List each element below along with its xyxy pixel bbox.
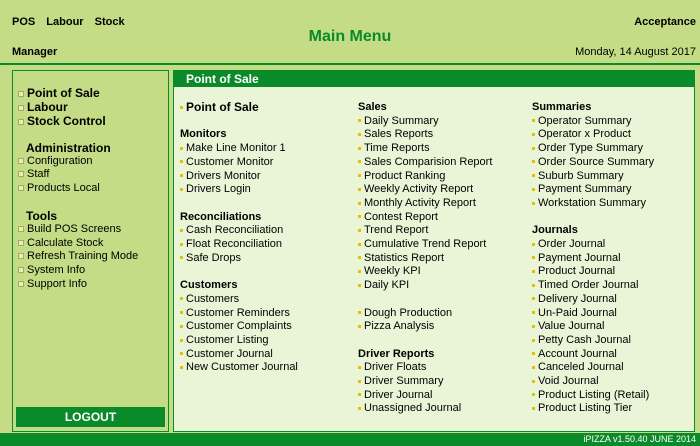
bullet-icon — [532, 243, 535, 246]
menu-item[interactable]: Timed Order Journal — [532, 279, 654, 293]
section-heading-summaries: Summaries — [532, 101, 592, 113]
bullet-icon — [532, 270, 535, 273]
bullet-icon — [180, 188, 183, 191]
bullet-icon — [358, 366, 361, 369]
menu-item[interactable]: Daily Summary — [358, 115, 492, 129]
menu-item[interactable]: Workstation Summary — [532, 197, 654, 211]
bullet-icon — [532, 174, 535, 177]
section-heading-driver-reports: Driver Reports — [358, 347, 435, 360]
current-date: Monday, 14 August 2017 — [575, 46, 696, 58]
menu-item[interactable]: Un-Paid Journal — [532, 307, 654, 321]
top-nav — [12, 16, 133, 28]
page-title: Main Menu — [308, 28, 392, 45]
sidebar — [12, 70, 169, 432]
menu-item[interactable]: New Customer Journal — [180, 361, 298, 375]
menu-item[interactable]: Product Journal — [532, 265, 654, 279]
footer-bar — [0, 433, 700, 446]
bullet-icon — [18, 185, 24, 191]
bullet-icon — [532, 339, 535, 342]
bullet-icon — [532, 119, 535, 122]
sidebar-item-stock-control[interactable]: Stock Control — [18, 114, 106, 128]
bullet-icon — [532, 407, 535, 410]
bullet-icon — [180, 339, 183, 342]
sidebar-item-system-info[interactable]: System Info — [18, 264, 85, 276]
menu-item[interactable]: Order Source Summary — [532, 156, 654, 170]
nav-stock[interactable]: Stock — [94, 16, 125, 28]
panel-heading: Point of Sale — [174, 71, 694, 87]
menu-item[interactable]: Account Journal — [532, 348, 654, 362]
menu-item[interactable]: Contest Report — [358, 211, 492, 225]
bullet-icon — [358, 325, 361, 328]
menu-item[interactable]: Value Journal — [532, 320, 654, 334]
bullet-icon — [532, 256, 535, 259]
bullet-icon — [180, 352, 183, 355]
menu-item[interactable]: Pizza Analysis — [358, 320, 492, 334]
menu-item[interactable]: Trend Report — [358, 224, 492, 238]
menu-item[interactable]: Driver Journal — [358, 389, 492, 403]
bullet-icon — [180, 174, 183, 177]
bullet-icon — [180, 229, 183, 232]
bullet-icon — [532, 393, 535, 396]
menu-item[interactable]: Payment Journal — [532, 252, 654, 266]
menu-item[interactable]: Delivery Journal — [532, 293, 654, 307]
bullet-icon — [180, 147, 183, 150]
bullet-icon — [358, 311, 361, 314]
menu-item[interactable]: Float Reconciliation — [180, 238, 298, 252]
logout-button[interactable]: LOGOUT — [16, 407, 165, 427]
bullet-icon — [18, 226, 24, 232]
bullet-icon — [358, 243, 361, 246]
sidebar-item-point-of-sale[interactable]: Point of Sale — [18, 86, 100, 100]
bullet-icon — [18, 253, 24, 259]
top-bar — [0, 0, 700, 64]
menu-item[interactable]: Sales Comparision Report — [358, 156, 492, 170]
nav-acceptance[interactable]: Acceptance — [634, 16, 696, 28]
sidebar-item-products-local[interactable]: Products Local — [18, 182, 100, 194]
menu-column-3 — [532, 101, 654, 416]
menu-item[interactable]: Void Journal — [532, 375, 654, 389]
sidebar-item-labour[interactable]: Labour — [18, 100, 68, 114]
menu-item[interactable]: Product Listing Tier — [532, 402, 654, 416]
menu-item[interactable]: Order Journal — [532, 238, 654, 252]
sidebar-item-calculate-stock[interactable]: Calculate Stock — [18, 237, 103, 249]
bullet-icon — [18, 91, 24, 97]
menu-column-2 — [358, 101, 492, 416]
bullet-icon — [532, 188, 535, 191]
menu-item[interactable]: Unassigned Journal — [358, 402, 492, 416]
section-heading-monitors: Monitors — [180, 128, 227, 141]
menu-item[interactable]: Driver Floats — [358, 361, 492, 375]
section-heading-customers: Customers — [180, 279, 238, 292]
bullet-icon — [532, 284, 535, 287]
bullet-icon — [358, 229, 361, 232]
menu-item[interactable]: Time Reports — [358, 142, 492, 156]
bullet-icon — [18, 158, 24, 164]
menu-item[interactable]: Customer Monitor — [180, 156, 298, 170]
menu-item-point-of-sale[interactable]: Point of Sale — [180, 101, 298, 115]
bullet-icon — [358, 393, 361, 396]
menu-item[interactable]: Canceled Journal — [532, 361, 654, 375]
menu-item[interactable]: Sales Reports — [358, 128, 492, 142]
bullet-icon — [532, 325, 535, 328]
sidebar-item-staff[interactable]: Staff — [18, 168, 49, 180]
menu-item[interactable]: Customer Listing — [180, 334, 298, 348]
menu-item[interactable]: Monthly Activity Report — [358, 197, 492, 211]
bullet-icon — [18, 119, 24, 125]
bullet-icon — [180, 160, 183, 163]
bullet-icon — [532, 366, 535, 369]
bullet-icon — [532, 133, 535, 136]
sidebar-item-configuration[interactable]: Configuration — [18, 155, 92, 167]
menu-item[interactable]: Suburb Summary — [532, 170, 654, 184]
bullet-icon — [180, 297, 183, 300]
bullet-icon — [358, 407, 361, 410]
menu-item[interactable]: Cash Reconciliation — [180, 224, 298, 238]
menu-item[interactable]: Safe Drops — [180, 252, 298, 266]
menu-item[interactable]: Make Line Monitor 1 — [180, 142, 298, 156]
bullet-icon — [358, 119, 361, 122]
menu-item[interactable]: Operator x Product — [532, 128, 654, 142]
user-role: Manager — [12, 46, 58, 58]
menu-item[interactable]: Customers — [180, 293, 298, 307]
sidebar-heading-administration: Administration — [26, 141, 111, 155]
nav-pos[interactable]: POS — [12, 16, 36, 28]
menu-item[interactable]: Product Listing (Retail) — [532, 389, 654, 403]
bullet-icon — [18, 171, 24, 177]
menu-item[interactable]: Drivers Monitor — [180, 170, 298, 184]
bullet-icon — [358, 147, 361, 150]
menu-item[interactable]: Payment Summary — [532, 183, 654, 197]
bullet-icon — [532, 380, 535, 383]
bullet-icon — [358, 160, 361, 163]
bullet-icon — [18, 267, 24, 273]
menu-item[interactable]: Order Type Summary — [532, 142, 654, 156]
menu-item[interactable]: Customer Reminders — [180, 307, 298, 321]
bullet-icon — [358, 270, 361, 273]
point-of-sale-panel — [173, 70, 695, 432]
menu-item[interactable]: Petty Cash Journal — [532, 334, 654, 348]
bullet-icon — [180, 256, 183, 259]
bullet-icon — [18, 105, 24, 111]
bullet-icon — [358, 188, 361, 191]
bullet-icon — [180, 366, 183, 369]
bullet-icon — [532, 352, 535, 355]
header-divider — [0, 63, 700, 65]
bullet-icon — [532, 202, 535, 205]
bullet-icon — [358, 202, 361, 205]
menu-item[interactable]: Operator Summary — [532, 115, 654, 129]
menu-item[interactable]: Dough Production — [358, 307, 492, 321]
menu-column-1 — [180, 101, 298, 375]
bullet-icon — [180, 325, 183, 328]
menu-item[interactable]: Customer Complaints — [180, 320, 298, 334]
sidebar-item-build-pos-screens[interactable]: Build POS Screens — [18, 223, 121, 235]
menu-item[interactable]: Statistics Report — [358, 252, 492, 266]
bullet-icon — [358, 215, 361, 218]
version-label: iPIZZA v1.50.40 JUNE 2014 — [583, 434, 696, 444]
bullet-icon — [532, 147, 535, 150]
sidebar-item-refresh-training-mode[interactable]: Refresh Training Mode — [18, 250, 138, 262]
bullet-icon — [358, 174, 361, 177]
section-heading-sales: Sales — [358, 101, 387, 113]
menu-item[interactable]: Driver Summary — [358, 375, 492, 389]
bullet-icon — [18, 240, 24, 246]
bullet-icon — [358, 380, 361, 383]
bullet-icon — [532, 160, 535, 163]
bullet-icon — [532, 297, 535, 300]
nav-labour[interactable]: Labour — [46, 16, 84, 28]
section-heading-journals: Journals — [532, 224, 578, 237]
bullet-icon — [358, 256, 361, 259]
menu-item[interactable]: Cumulative Trend Report — [358, 238, 492, 252]
sidebar-heading-tools: Tools — [26, 209, 58, 223]
menu-item[interactable]: Drivers Login — [180, 183, 298, 197]
menu-item[interactable]: Weekly Activity Report — [358, 183, 492, 197]
bullet-icon — [358, 133, 361, 136]
sidebar-item-support-info[interactable]: Support Info — [18, 278, 87, 290]
bullet-icon — [180, 106, 183, 109]
menu-item[interactable]: Daily KPI — [358, 279, 492, 293]
bullet-icon — [180, 311, 183, 314]
section-heading-reconciliations: Reconciliations — [180, 210, 262, 223]
menu-item[interactable]: Weekly KPI — [358, 265, 492, 279]
menu-item[interactable]: Customer Journal — [180, 348, 298, 362]
bullet-icon — [180, 243, 183, 246]
bullet-icon — [358, 284, 361, 287]
bullet-icon — [18, 281, 24, 287]
bullet-icon — [532, 311, 535, 314]
menu-item[interactable]: Product Ranking — [358, 170, 492, 184]
